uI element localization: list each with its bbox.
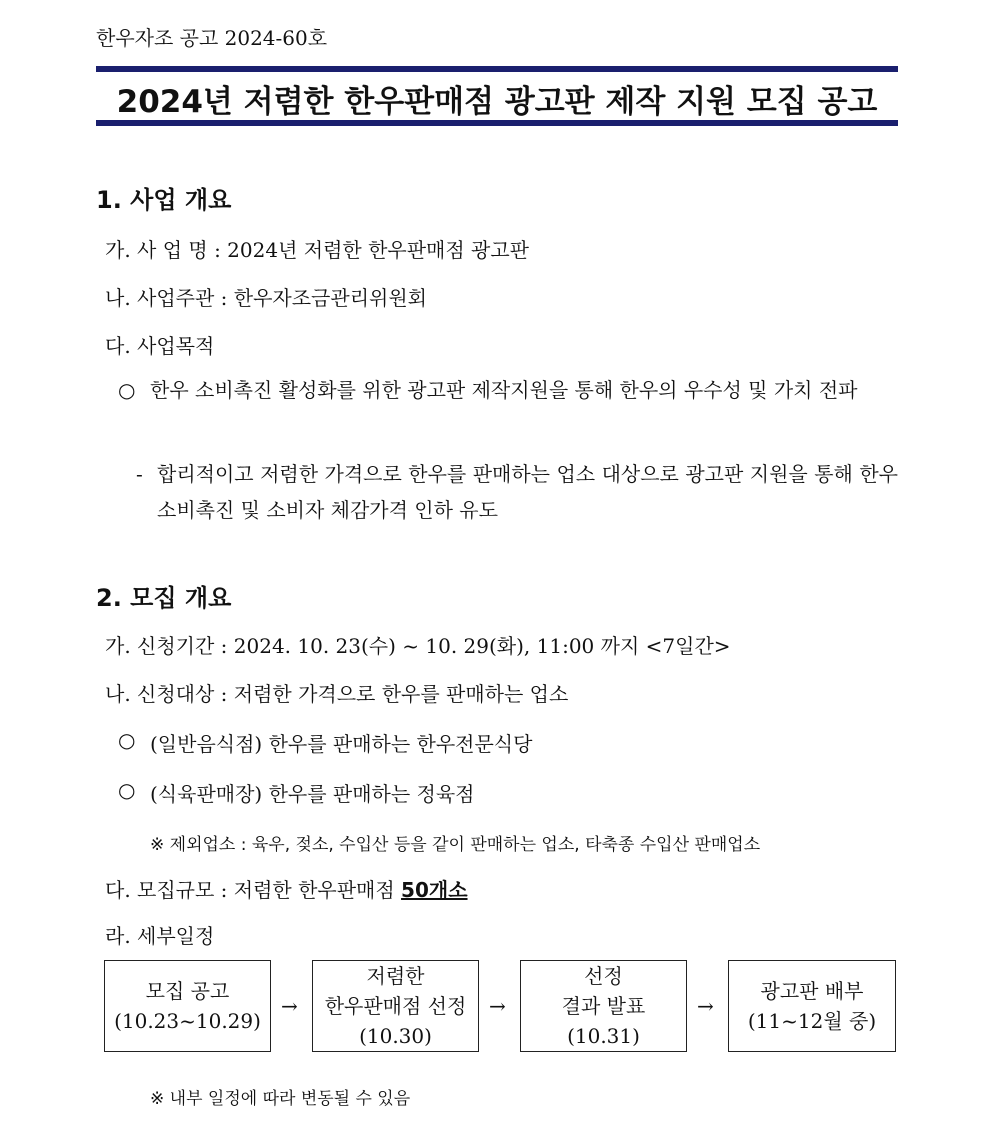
section-heading-overview: 1. 사업 개요 — [96, 186, 232, 214]
recruitment-scale-row — [105, 874, 468, 903]
application-period: 가. 신청기간 : 2024. 10. 23(수) ~ 10. 29(화), 11:00 까지 <7일간> — [105, 634, 731, 658]
schedule-arrow-3: → — [697, 994, 714, 1018]
recruitment-scale-value: 50개소 — [401, 878, 468, 902]
title-rule-bottom — [96, 120, 898, 126]
schedule-step-4 — [728, 960, 896, 1052]
section-heading-recruitment: 2. 모집 개요 — [96, 584, 232, 612]
purpose-bullet-text: 한우 소비촉진 활성화를 위한 광고판 제작지원을 통해 한우의 우수성 및 가치 전파 — [150, 378, 858, 402]
schedule-step-3-line-2: 결과 발표 — [561, 994, 646, 1018]
document-number: 한우자조 공고 2024-60호 — [96, 26, 328, 50]
organizer-row — [105, 282, 427, 311]
schedule-step-2-line-1: 저렴한 — [366, 964, 425, 988]
target-item-butcher: (식육판매장) 한우를 판매하는 정육점 — [150, 782, 475, 806]
schedule-step-4-line-2: (11~12월 중) — [747, 1009, 877, 1033]
purpose-sub-mark: - — [136, 462, 143, 486]
excluded-note: ※ 제외업소 : 육우, 젖소, 수입산 등을 같이 판매하는 업소, 타축종 수입산 판매업소 — [150, 835, 761, 855]
schedule-step-3-line-1: 선정 — [584, 964, 623, 988]
schedule-step-2-line-3: (10.30) — [359, 1024, 432, 1048]
recruitment-scale-label: 다. 모집규모 : 저렴한 한우판매점 — [105, 878, 395, 902]
schedule-arrow-2: → — [489, 994, 506, 1018]
purpose-label: 다. 사업목적 — [105, 334, 215, 358]
schedule-arrow-1: → — [281, 994, 298, 1018]
schedule-step-3 — [520, 960, 687, 1052]
schedule-step-1 — [104, 960, 271, 1052]
schedule-step-3-line-3: (10.31) — [567, 1024, 640, 1048]
project-name-row — [105, 234, 529, 263]
schedule-step-2 — [312, 960, 479, 1052]
schedule-step-4-line-1: 광고판 배부 — [760, 979, 864, 1003]
title-rule-top — [96, 66, 898, 72]
schedule-label: 라. 세부일정 — [105, 924, 215, 948]
target-bullet-mark-1: ○ — [118, 728, 136, 752]
project-name-label: 가. 사 업 명 : — [105, 238, 221, 262]
organizer-value: 한우자조금관리위원회 — [233, 286, 427, 310]
schedule-note: ※ 내부 일정에 따라 변동될 수 있음 — [150, 1089, 411, 1109]
purpose-bullet-mark: ○ — [118, 378, 136, 402]
schedule-step-1-line-1: 모집 공고 — [145, 979, 230, 1003]
purpose-sub-text: 합리적이고 저렴한 가격으로 한우를 판매하는 업소 대상으로 광고판 지원을 통해 한우소비촉진 및 소비자 체감가격 인하 유도 — [157, 462, 898, 522]
schedule-step-2-line-2: 한우판매점 선정 — [324, 994, 467, 1018]
page-title: 2024년 저렴한 한우판매점 광고판 제작 지원 모집 공고 — [116, 84, 878, 120]
organizer-label: 나. 사업주관 : — [105, 286, 228, 310]
target-bullet-mark-2: ○ — [118, 778, 136, 802]
project-name-value: 2024년 저렴한 한우판매점 광고판 — [227, 238, 529, 262]
schedule-step-1-line-2: (10.23~10.29) — [114, 1009, 261, 1033]
target-item-restaurant: (일반음식점) 한우를 판매하는 한우전문식당 — [150, 732, 533, 756]
application-target: 나. 신청대상 : 저렴한 가격으로 한우를 판매하는 업소 — [105, 682, 569, 706]
